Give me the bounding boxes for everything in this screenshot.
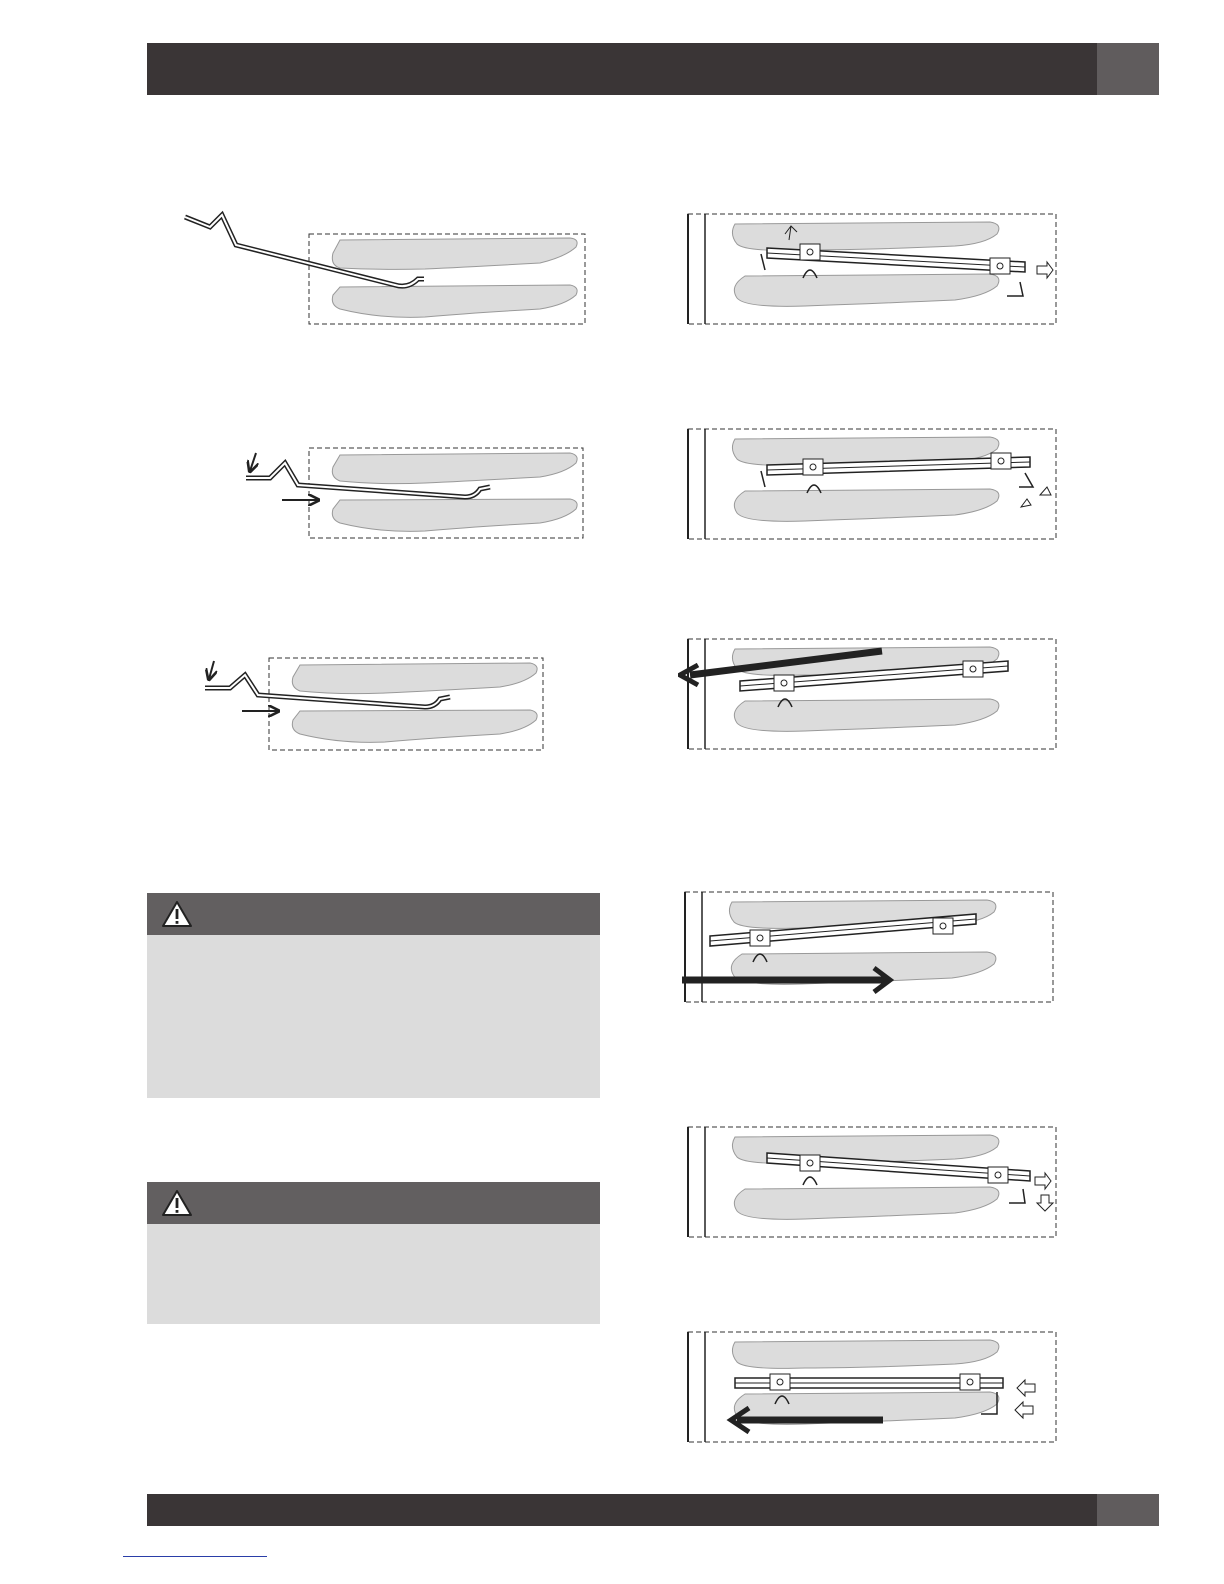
tray-figure-5 (685, 1123, 1060, 1241)
rail-figure-2 (240, 445, 590, 540)
warning-box-2 (147, 1182, 600, 1324)
warning-box-1 (147, 893, 600, 1098)
warning-text (147, 1224, 600, 1244)
warning-header (147, 1182, 600, 1224)
rail-figure-3 (200, 655, 550, 755)
header-page-tab (1097, 43, 1159, 95)
rail-figure-1 (180, 205, 590, 330)
footer-bar (147, 1494, 1159, 1526)
tray-figure-2 (685, 425, 1060, 543)
footer-link-underline[interactable] (123, 1556, 267, 1557)
tray-figure-6 (685, 1328, 1060, 1446)
header-bar (147, 43, 1159, 95)
warning-triangle-icon (161, 1189, 193, 1217)
tray-figure-3 (678, 635, 1060, 753)
warning-text (147, 935, 600, 955)
warning-header (147, 893, 600, 935)
tray-figure-4 (678, 888, 1060, 1006)
warning-triangle-icon (161, 900, 193, 928)
tray-figure-1 (685, 210, 1060, 328)
footer-page-tab (1097, 1494, 1159, 1526)
